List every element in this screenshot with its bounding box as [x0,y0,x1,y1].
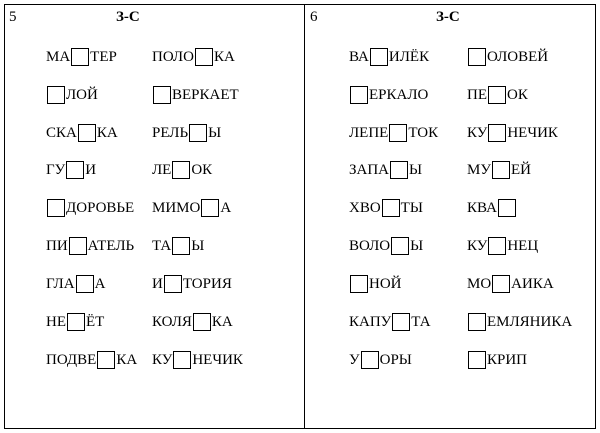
word-gap-item [46,122,118,144]
word-prefix: ПОДВЕ [46,352,97,368]
letter-box[interactable] [164,275,182,293]
letter-box[interactable] [488,237,506,255]
word-gap-item [152,197,231,219]
letter-box[interactable] [488,86,506,104]
word-gap-item [152,122,221,144]
word-suffix: Ы [409,162,423,178]
letter-box[interactable] [392,313,410,331]
letter-box[interactable] [189,124,207,142]
word-suffix: ЁТ [86,314,105,330]
letter-box[interactable] [153,86,171,104]
word-gap-item [467,84,528,106]
word-suffix: ТЕР [90,49,117,65]
word-gap-item [152,159,212,181]
word-gap-item [46,159,96,181]
word-gap-item [467,159,531,181]
word-gap-item [467,197,517,219]
exercise-panel-6 [305,4,596,429]
word-prefix: ТА [152,238,172,254]
word-gap-item [349,159,422,181]
letter-box[interactable] [97,351,115,369]
word-suffix: НОЙ [369,276,402,292]
word-suffix: ДОРОВЬЕ [66,200,135,216]
word-prefix: ГЛА [46,276,75,292]
word-gap-item [152,349,243,371]
word-gap-item [152,311,233,333]
word-prefix: ВА [349,49,369,65]
exercise-number: 5 [9,9,17,25]
letter-box[interactable] [78,124,96,142]
word-gap-item [349,122,438,144]
word-gap-item [467,311,572,333]
word-gap-item [467,235,538,257]
word-gap-item [349,84,428,106]
word-suffix: КА [116,352,138,368]
letter-box[interactable] [350,86,368,104]
word-gap-item [46,273,105,295]
letter-box[interactable] [71,48,89,66]
letter-box[interactable] [391,237,409,255]
word-suffix: НЕЧИК [507,125,558,141]
word-suffix: ЛОЙ [66,87,98,103]
word-suffix: А [94,276,106,292]
word-suffix: ТОК [408,125,439,141]
word-suffix: ОРЫ [379,352,412,368]
word-suffix: И [85,162,97,178]
word-prefix: КУ [152,352,173,368]
word-prefix: МУ [467,162,491,178]
word-prefix: РЕЛЬ [152,125,189,141]
word-suffix: Ы [410,238,424,254]
letter-box[interactable] [47,199,65,217]
word-gap-item [349,311,431,333]
exercise-number: 6 [310,9,318,25]
letter-box[interactable] [67,313,85,331]
word-suffix: ТА [411,314,431,330]
word-gap-item [46,235,134,257]
word-prefix: НЕ [46,314,66,330]
letter-box[interactable] [468,351,486,369]
word-prefix: ПИ [46,238,68,254]
letter-box[interactable] [498,199,516,217]
letter-box[interactable] [492,275,510,293]
word-suffix: ТОРИЯ [182,276,232,292]
word-gap-item [349,235,423,257]
word-prefix: КОЛЯ [152,314,192,330]
exercise-heading: З-С [116,9,140,25]
letter-box[interactable] [193,313,211,331]
word-prefix: МА [46,49,71,65]
word-gap-item [46,197,134,219]
word-gap-item [152,273,232,295]
exercise-panel-5 [4,4,304,429]
word-suffix: КА [211,314,233,330]
word-suffix: ЕМЛЯНИКА [487,314,573,330]
exercise-heading: З-С [436,9,460,25]
letter-box[interactable] [350,275,368,293]
word-prefix: ЛЕ [152,162,172,178]
letter-box[interactable] [468,48,486,66]
word-gap-item [152,46,235,68]
word-gap-item [467,46,548,68]
letter-box[interactable] [201,199,219,217]
word-prefix: СКА [46,125,77,141]
word-gap-item [467,122,558,144]
word-suffix: ОК [507,87,528,103]
word-suffix: КА [96,125,118,141]
word-prefix: МИМО [152,200,201,216]
word-suffix: ОЛОВЕЙ [487,49,549,65]
word-suffix: Ы [208,125,222,141]
word-gap-item [467,349,527,371]
word-suffix: ТЫ [400,200,423,216]
letter-box[interactable] [69,237,87,255]
word-suffix: КРИП [487,352,528,368]
word-prefix: ПОЛО [152,49,194,65]
word-prefix: ЗАПА [349,162,390,178]
word-gap-item [349,197,423,219]
letter-box[interactable] [382,199,400,217]
word-suffix: АИКА [511,276,554,292]
word-prefix: И [152,276,163,292]
word-prefix: ПЕ [467,87,487,103]
word-gap-item [46,46,117,68]
word-gap-item [152,84,239,106]
word-suffix: ИЛЁК [388,49,430,65]
word-suffix: КА [213,49,235,65]
word-gap-item [349,349,412,371]
word-prefix: ХВО [349,200,381,216]
word-suffix: ОК [191,162,213,178]
word-prefix: КУ [467,125,488,141]
letter-box[interactable] [172,161,190,179]
letter-box[interactable] [172,237,190,255]
word-gap-item [46,349,137,371]
word-gap-item [467,273,554,295]
word-prefix: МО [467,276,492,292]
word-suffix: Ы [191,238,205,254]
word-gap-item [46,84,98,106]
letter-box[interactable] [468,313,486,331]
word-prefix: ВОЛО [349,238,391,254]
word-prefix: КАПУ [349,314,392,330]
letter-box[interactable] [76,275,94,293]
letter-box[interactable] [361,351,379,369]
word-prefix: КВА [467,200,497,216]
letter-box[interactable] [173,351,191,369]
word-prefix: ЛЕПЕ [349,125,389,141]
word-suffix: АТЕЛЬ [87,238,135,254]
word-suffix: ВЕРКАЕТ [172,87,239,103]
letter-box[interactable] [370,48,388,66]
word-gap-item [349,46,429,68]
word-suffix: А [220,200,232,216]
word-gap-item [349,273,402,295]
letter-box[interactable] [390,161,408,179]
letter-box[interactable] [492,161,510,179]
letter-box[interactable] [66,161,84,179]
letter-box[interactable] [47,86,65,104]
word-suffix: ЕРКАЛО [369,87,429,103]
word-suffix: НЕЧИК [192,352,243,368]
letter-box[interactable] [195,48,213,66]
word-gap-item [46,311,104,333]
word-gap-item [152,235,204,257]
word-prefix: КУ [467,238,488,254]
word-suffix: ЕЙ [510,162,531,178]
letter-box[interactable] [389,124,407,142]
word-prefix: У [349,352,360,368]
letter-box[interactable] [488,124,506,142]
word-prefix: ГУ [46,162,66,178]
word-suffix: НЕЦ [507,238,539,254]
